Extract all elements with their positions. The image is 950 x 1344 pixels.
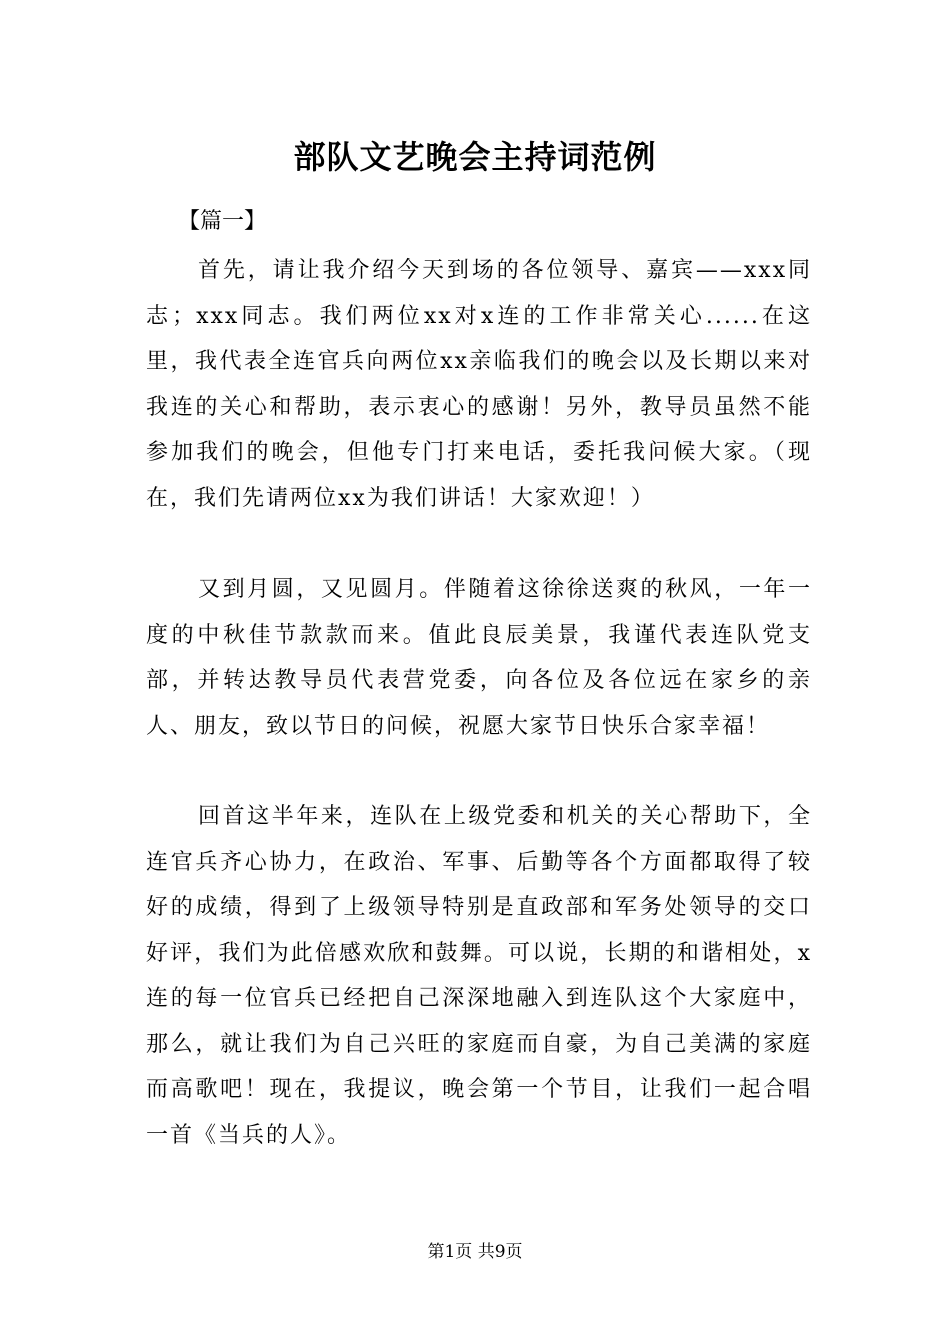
section-label: 【篇一】 <box>178 209 267 234</box>
paragraph-1: 首先，请让我介绍今天到场的各位领导、嘉宾——xxx同志；xxx同志。我们两位xx对x连的工作非常关心......在这里，我代表全连官兵向两位xx亲临我们的晚会以及长期以来对我连的关心和帮助，表示衷心的感谢！另外，教导员虽然不能参加我们的晚会，但他专门打来电话，委托我问候大家。（现在，我们先请两位xx为我们讲话！大家欢迎！） <box>146 258 812 511</box>
document-title: 部队文艺晚会主持词范例 <box>293 138 657 176</box>
paragraph-2: 又到月圆，又见圆月。伴随着这徐徐送爽的秋风，一年一度的中秋佳节款款而来。值此良辰美景，我谨代表连队党支部，并转达教导员代表营党委，向各位及各位远在家乡的亲人、朋友，致以节日的问候，祝愿大家节日快乐合家幸福！ <box>146 577 812 739</box>
paragraph-3: 回首这半年来，连队在上级党委和机关的关心帮助下，全连官兵齐心协力，在政治、军事、后勤等各个方面都取得了较好的成绩，得到了上级领导特别是直政部和军务处领导的交口好评，我们为此倍感欢欣和鼓舞。可以说，长期的和谐相处，x连的每一位官兵已经把自己深深地融入到连队这个大家庭中，那么，就让我们为自己兴旺的家庭而自豪，为自己美满的家庭而高歌吧！现在，我提议，晚会第一个节目，让我们一起合唱一首《当兵的人》。 <box>146 804 812 1148</box>
page-footer: 第1页 共9页 <box>427 1242 523 1262</box>
